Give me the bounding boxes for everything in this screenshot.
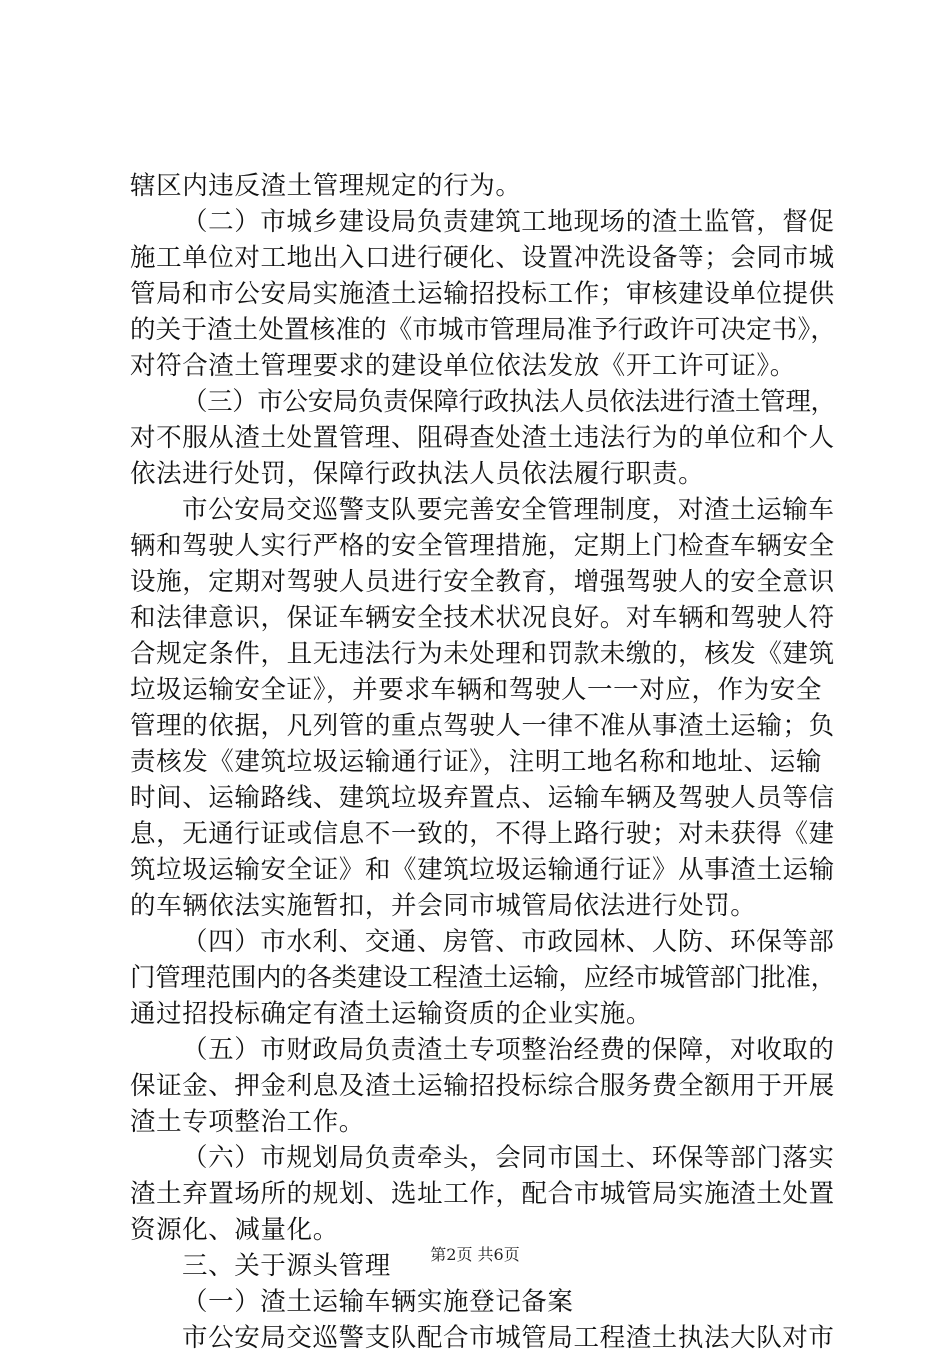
text-line: 市公安局交巡警支队配合市城管局工程渣土执法大队对市 <box>182 1323 835 1353</box>
text-line: （三）市公安局负责保障行政执法人员依法进行渣土管理， <box>182 387 836 417</box>
text-line: 施工单位对工地出入口进行硬化、设置冲洗设备等；会同市城 <box>130 243 835 273</box>
text-line: 息，无通行证或信息不一致的，不得上路行驶；对未获得《建 <box>130 819 835 849</box>
text-line: （四）市水利、交通、房管、市政园林、人防、环保等部 <box>182 927 835 957</box>
text-line: 渣土弃置场所的规划、选址工作，配合市城管局实施渣土处置 <box>130 1179 835 1209</box>
text-line: （二）市城乡建设局负责建筑工地现场的渣土监管，督促 <box>182 207 835 237</box>
text-line: 和法律意识，保证车辆安全技术状况良好。对车辆和驾驶人符 <box>130 603 835 633</box>
text-line: 市公安局交巡警支队要完善安全管理制度，对渣土运输车 <box>182 495 835 525</box>
text-line: 对符合渣土管理要求的建设单位依法发放《开工许可证》。 <box>130 351 796 381</box>
text-line: 设施，定期对驾驶人员进行安全教育，增强驾驶人的安全意识 <box>130 567 835 597</box>
text-line: 辖区内违反渣土管理规定的行为。 <box>130 171 522 201</box>
subsection-heading: （一）渣土运输车辆实施登记备案 <box>182 1287 574 1317</box>
text-line: 责核发《建筑垃圾运输通行证》，注明工地名称和地址、运输 <box>130 747 822 777</box>
text-line: 渣土专项整治工作。 <box>130 1107 365 1137</box>
text-line: 的车辆依法实施暂扣，并会同市城管局依法进行处罚。 <box>130 891 757 921</box>
text-line: 通过招投标确定有渣土运输资质的企业实施。 <box>130 999 653 1029</box>
text-line: （五）市财政局负责渣土专项整治经费的保障，对收取的 <box>182 1035 835 1065</box>
text-line: 辆和驾驶人实行严格的安全管理措施，定期上门检查车辆安全 <box>130 531 835 561</box>
text-line: 保证金、押金利息及渣土运输招投标综合服务费全额用于开展 <box>130 1071 835 1101</box>
text-line: 依法进行处罚，保障行政执法人员依法履行职责。 <box>130 459 705 489</box>
text-line: 合规定条件，且无违法行为未处理和罚款未缴的，核发《建筑 <box>130 639 835 669</box>
section-heading: 三、关于源头管理 <box>182 1251 391 1281</box>
text-line: 的关于渣土处置核准的《市城市管理局准予行政许可决定书》， <box>130 315 837 345</box>
text-line: 垃圾运输安全证》，并要求车辆和驾驶人一一对应，作为安全 <box>130 675 822 705</box>
text-line: 对不服从渣土处置管理、阻碍查处渣土违法行为的单位和个人 <box>130 423 835 453</box>
text-line: 管局和市公安局实施渣土运输招投标工作；审核建设单位提供 <box>130 279 835 309</box>
text-line: 时间、运输路线、建筑垃圾弃置点、运输车辆及驾驶人员等信 <box>130 783 835 813</box>
text-line: 门管理范围内的各类建设工程渣土运输，应经市城管部门批准， <box>130 963 836 993</box>
text-line: 资源化、减量化。 <box>130 1215 339 1245</box>
text-line: 筑垃圾运输安全证》和《建筑垃圾运输通行证》从事渣土运输 <box>130 855 835 885</box>
text-line: （六）市规划局负责牵头，会同市国土、环保等部门落实 <box>182 1143 835 1173</box>
text-line: 管理的依据，凡列管的重点驾驶人一律不准从事渣土运输；负 <box>130 711 835 741</box>
page-number-footer: 第2页 共6页 <box>430 1245 520 1264</box>
